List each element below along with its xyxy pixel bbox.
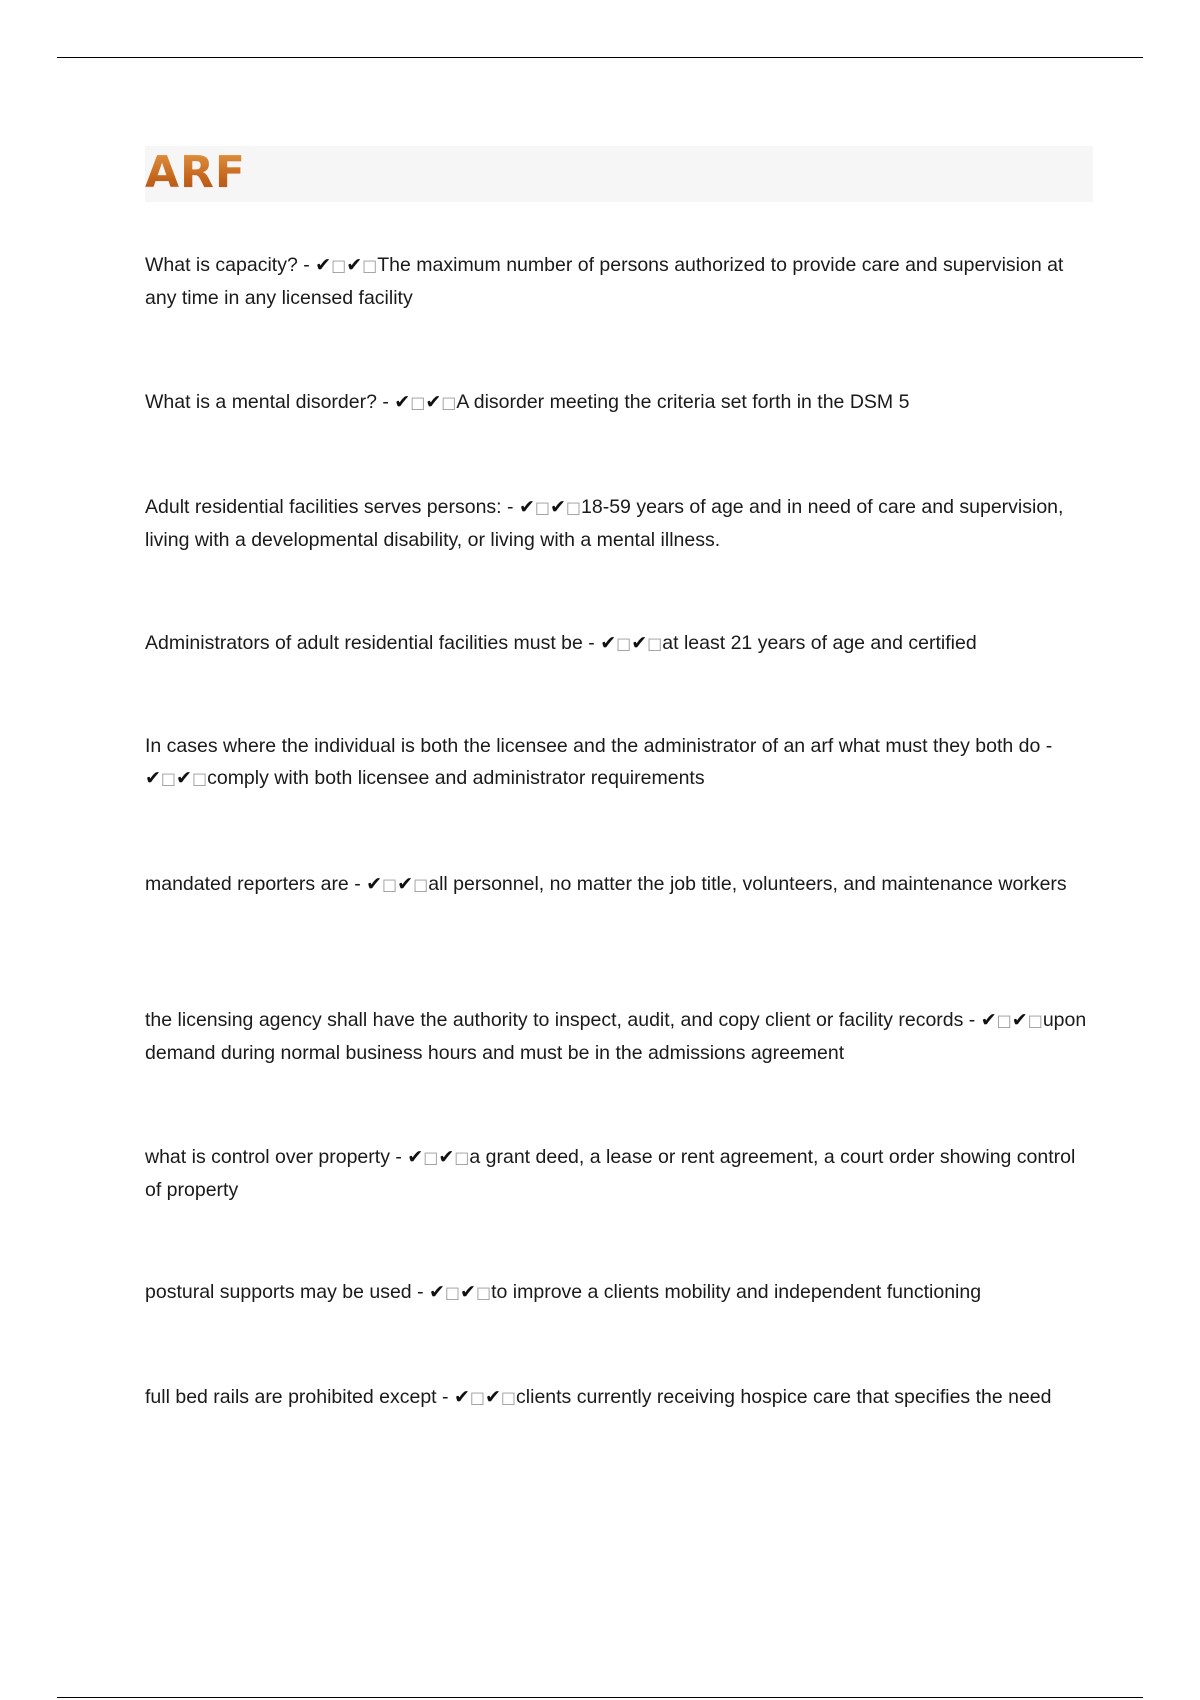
check-icon: ✔ — [1011, 1009, 1028, 1031]
qa-item — [145, 1381, 1090, 1414]
qa-item — [145, 386, 1090, 419]
check-icon: ✔ — [980, 1009, 997, 1031]
separator: - — [376, 391, 395, 413]
box-icon: □ — [413, 875, 429, 894]
qa-item — [145, 491, 1090, 556]
box-icon: □ — [475, 1283, 492, 1302]
box-icon: □ — [616, 634, 632, 653]
answer-text: The maximum number of persons authorized to provide care and supervision at any time in any licensed facility — [145, 254, 1064, 309]
bottom-rule — [57, 1697, 1143, 1698]
answer-text: comply with both licensee and administrator requirements — [207, 767, 705, 789]
qa-item — [145, 627, 1090, 660]
question-text: What is capacity? — [145, 254, 298, 276]
document-title: ARF — [145, 147, 246, 198]
box-icon: □ — [647, 634, 663, 653]
separator: - — [1040, 735, 1053, 757]
title-band — [145, 146, 1093, 202]
check-icon: ✔ — [315, 254, 332, 276]
check-icon: ✔ — [484, 1386, 501, 1408]
qa-item — [145, 1141, 1090, 1206]
answer-text: clients currently receiving hospice care that specifies the need — [516, 1386, 1052, 1408]
box-icon: □ — [331, 256, 347, 275]
check-icon: ✔ — [600, 632, 617, 654]
answer-text: to improve a clients mobility and independent functioning — [491, 1281, 982, 1303]
box-icon: □ — [441, 393, 457, 412]
box-icon: □ — [382, 875, 398, 894]
question-text: the licensing agency shall have the authority to inspect, audit, and copy client or facility records — [145, 1009, 964, 1031]
separator: - — [411, 1281, 429, 1303]
check-icon: ✔ — [145, 767, 161, 789]
check-icon: ✔ — [407, 1146, 424, 1168]
answer-text: upon demand during normal business hours and must be in the admissions agreement — [145, 1009, 1087, 1064]
box-icon: □ — [423, 1148, 439, 1167]
qa-item — [145, 868, 1090, 901]
question-text: postural supports may be used — [145, 1281, 412, 1303]
answer-text: at least 21 years of age and certified — [662, 632, 977, 654]
answer-text: a grant deed, a lease or rent agreement, a court order showing control of property — [145, 1146, 1076, 1201]
qa-item — [145, 730, 1090, 795]
box-icon: □ — [534, 498, 550, 517]
box-icon: □ — [454, 1148, 470, 1167]
answer-text: 18-59 years of age and in need of care and supervision, living with a developmental disability, or living with a mental illness. — [145, 496, 1064, 551]
check-icon: ✔ — [429, 1281, 445, 1303]
check-icon: ✔ — [346, 254, 363, 276]
qa-item — [145, 1276, 1090, 1309]
box-icon: □ — [996, 1011, 1012, 1030]
check-icon: ✔ — [366, 873, 383, 895]
separator: - — [436, 1386, 454, 1408]
box-icon: □ — [565, 498, 582, 517]
separator: - — [582, 632, 601, 654]
question-text: what is control over property — [145, 1146, 390, 1168]
question-text: In cases where the individual is both the licensee and the administrator of an arf what must they both do — [145, 735, 1041, 757]
box-icon: □ — [444, 1283, 461, 1302]
check-icon: ✔ — [460, 1281, 476, 1303]
question-text: Adult residential facilities serves persons: — [145, 496, 502, 518]
question-text: Administrators of adult residential facilities must be — [145, 632, 583, 654]
box-icon: □ — [160, 769, 177, 788]
check-icon: ✔ — [631, 632, 648, 654]
qa-item — [145, 1004, 1090, 1069]
qa-item — [145, 249, 1090, 314]
answer-text: A disorder meeting the criteria set forth in the DSM 5 — [456, 391, 910, 413]
box-icon: □ — [362, 256, 378, 275]
separator: - — [963, 1009, 981, 1031]
answer-text: all personnel, no matter the job title, volunteers, and maintenance workers — [428, 873, 1067, 895]
box-icon: □ — [500, 1388, 517, 1407]
box-icon: □ — [410, 393, 426, 412]
box-icon: □ — [191, 769, 208, 788]
box-icon: □ — [1027, 1011, 1043, 1030]
question-text: mandated reporters are — [145, 873, 349, 895]
separator: - — [348, 873, 367, 895]
check-icon: ✔ — [394, 391, 411, 413]
separator: - — [297, 254, 316, 276]
top-rule — [57, 57, 1143, 58]
check-icon: ✔ — [425, 391, 442, 413]
check-icon: ✔ — [453, 1386, 470, 1408]
separator: - — [389, 1146, 408, 1168]
check-icon: ✔ — [176, 767, 192, 789]
check-icon: ✔ — [397, 873, 414, 895]
check-icon: ✔ — [518, 496, 535, 518]
question-text: full bed rails are prohibited except — [145, 1386, 437, 1408]
box-icon: □ — [469, 1388, 485, 1407]
question-text: What is a mental disorder? — [145, 391, 377, 413]
check-icon: ✔ — [438, 1146, 455, 1168]
check-icon: ✔ — [549, 496, 566, 518]
separator: - — [501, 496, 519, 518]
